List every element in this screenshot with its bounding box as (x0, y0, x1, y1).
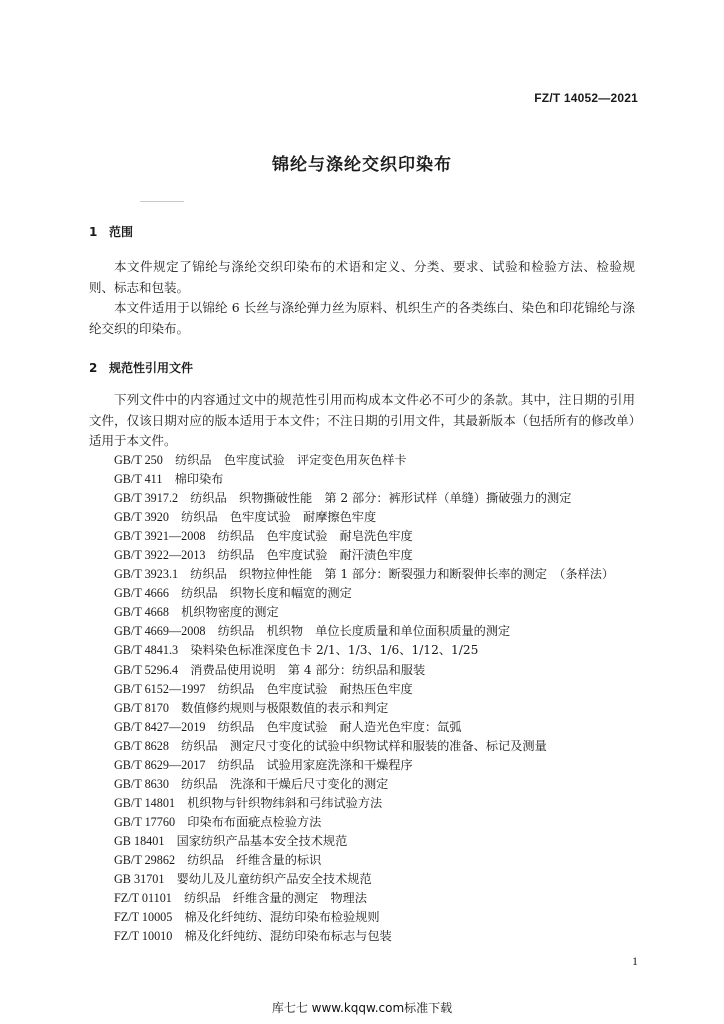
scope-paragraph-2: 本文件适用于以锦纶 6 长丝与涤纶弹力丝为原料、机织生产的各类练白、染色和印花锦纶与涤纶交织的印染布。 (89, 300, 635, 336)
reference-item (114, 832, 614, 851)
reference-title: 纺织品 纤维含量的标识 (187, 852, 322, 867)
reference-code: GB/T 4669—2008 (114, 624, 206, 639)
reference-title: 印染布布面疵点检验方法 (187, 814, 322, 829)
reference-title: 纺织品 机织物 单位长度质量和单位面积质量的测定 (217, 624, 511, 639)
reference-item (114, 851, 614, 870)
reference-code: GB/T 17760 (114, 814, 176, 829)
reference-code: GB/T 8170 (114, 700, 169, 715)
reference-item (114, 756, 614, 775)
reference-item (114, 813, 614, 832)
page-number: 1 (632, 954, 638, 968)
reference-item (114, 775, 614, 794)
reference-item (114, 889, 614, 908)
reference-code: GB/T 411 (114, 472, 163, 487)
reference-code: FZ/T 10010 (114, 929, 173, 944)
reference-code: GB/T 3922—2013 (114, 548, 206, 563)
scope-paragraph-1: 本文件规定了锦纶与涤纶交织印染布的术语和定义、分类、要求、试验和检验方法、检验规则、标志和包装。 (89, 259, 635, 295)
reference-title: 纺织品 试验用家庭洗涤和干燥程序 (217, 757, 413, 772)
reference-code: GB/T 6152—1997 (114, 681, 206, 696)
reference-code: GB/T 5296.4 (114, 662, 179, 677)
section-1-title: 范围 (109, 225, 134, 239)
scan-mark (140, 201, 184, 202)
reference-item (114, 546, 614, 565)
reference-title: 数值修约规则与极限数值的表示和判定 (181, 700, 389, 715)
reference-code: GB/T 8630 (114, 776, 169, 791)
reference-title: 纺织品 织物拉伸性能 第 1 部分：断裂强力和断裂伸长率的测定 （条样法） (190, 567, 615, 582)
reference-item (114, 737, 614, 756)
reference-code: GB/T 3921—2008 (114, 529, 206, 544)
section-2-number: 2 (89, 361, 98, 375)
standard-number: FZ/T 14052—2021 (534, 91, 638, 105)
section-1-number: 1 (89, 225, 98, 239)
reference-item (114, 584, 614, 603)
reference-code: GB/T 14801 (114, 795, 176, 810)
reference-item (114, 508, 614, 527)
reference-title: 纺织品 色牢度试验 耐摩擦色牢度 (181, 510, 377, 525)
reference-code: GB/T 3920 (114, 510, 169, 525)
reference-title: 机织物密度的测定 (181, 605, 279, 620)
reference-title: 染料染色标准深度色卡 2/1、1/3、1/6、1/12、1/25 (190, 643, 479, 658)
reference-code: FZ/T 10005 (114, 910, 173, 925)
reference-code: FZ/T 01101 (114, 891, 172, 906)
section-2-title: 规范性引用文件 (109, 361, 194, 375)
reference-title: 纺织品 织物撕破性能 第 2 部分：裤形试样（单缝）撕破强力的测定 (190, 491, 572, 506)
reference-code: GB 18401 (114, 833, 165, 848)
reference-title: 纺织品 色牢度试验 耐热压色牢度 (217, 681, 413, 696)
reference-item (114, 661, 614, 680)
section-2-heading (89, 359, 193, 376)
reference-title: 消费品使用说明 第 4 部分：纺织品和服装 (190, 662, 426, 677)
footer-watermark: 库七七 www.kqqw.com标准下载 (271, 1001, 453, 1015)
reference-item (114, 718, 614, 737)
reference-item (114, 927, 614, 946)
reference-code: GB/T 250 (114, 453, 163, 467)
reference-code: GB/T 8427—2019 (114, 719, 206, 734)
reference-code: GB/T 3917.2 (114, 491, 179, 506)
reference-code: GB/T 29862 (114, 852, 176, 867)
reference-code: GB/T 4666 (114, 586, 169, 601)
reference-title: 婴幼儿及儿童纺织产品安全技术规范 (176, 872, 372, 887)
reference-item (114, 699, 614, 718)
reference-item (114, 603, 614, 622)
section-1-heading (89, 223, 133, 240)
reference-item (114, 680, 614, 699)
reference-title: 纺织品 纤维含量的测定 物理法 (184, 891, 367, 906)
reference-code: GB/T 8629—2017 (114, 757, 206, 772)
reference-title: 纺织品 色牢度试验 耐皂洗色牢度 (217, 529, 413, 544)
reference-title: 纺织品 色牢度试验 耐人造光色牢度：氙弧 (217, 719, 462, 734)
reference-title: 纺织品 洗涤和干燥后尺寸变化的测定 (181, 776, 389, 791)
reference-list (114, 451, 614, 946)
reference-title: 机织物与针织物纬斜和弓纬试验方法 (187, 795, 383, 810)
reference-title: 纺织品 织物长度和幅宽的测定 (181, 586, 352, 601)
reference-item (114, 908, 614, 927)
reference-code: GB/T 4668 (114, 605, 169, 620)
reference-item (114, 641, 614, 660)
reference-title: 纺织品 色牢度试验 评定变色用灰色样卡 (175, 453, 407, 467)
reference-title: 棉及化纤纯纺、混纺印染布检验规则 (184, 910, 380, 925)
reference-title: 国家纺织产品基本安全技术规范 (176, 833, 348, 848)
document-title: 锦纶与涤纶交织印染布 (272, 155, 452, 175)
references-intro: 下列文件中的内容通过文中的规范性引用而构成本文件必不可少的条款。其中，注日期的引用文件，仅该日期对应的版本适用于本文件；不注日期的引用文件，其最新版本（包括所有的修改单）适用于本文件。 (89, 392, 635, 448)
reference-title: 纺织品 测定尺寸变化的试验中织物试样和服装的准备、标记及测量 (181, 738, 547, 753)
reference-item (114, 622, 614, 641)
reference-item (114, 565, 614, 584)
reference-title: 棉及化纤纯纺、混纺印染布标志与包装 (184, 929, 392, 944)
reference-code: GB/T 4841.3 (114, 643, 179, 658)
reference-item (114, 794, 614, 813)
reference-title: 纺织品 色牢度试验 耐汗渍色牢度 (217, 548, 413, 563)
reference-code: GB/T 3923.1 (114, 567, 179, 582)
reference-item (114, 451, 614, 470)
reference-title: 棉印染布 (174, 472, 224, 487)
reference-code: GB/T 8628 (114, 738, 169, 753)
reference-item (114, 527, 614, 546)
reference-item (114, 489, 614, 508)
reference-item (114, 470, 614, 489)
reference-code: GB 31701 (114, 872, 165, 887)
reference-item (114, 870, 614, 889)
